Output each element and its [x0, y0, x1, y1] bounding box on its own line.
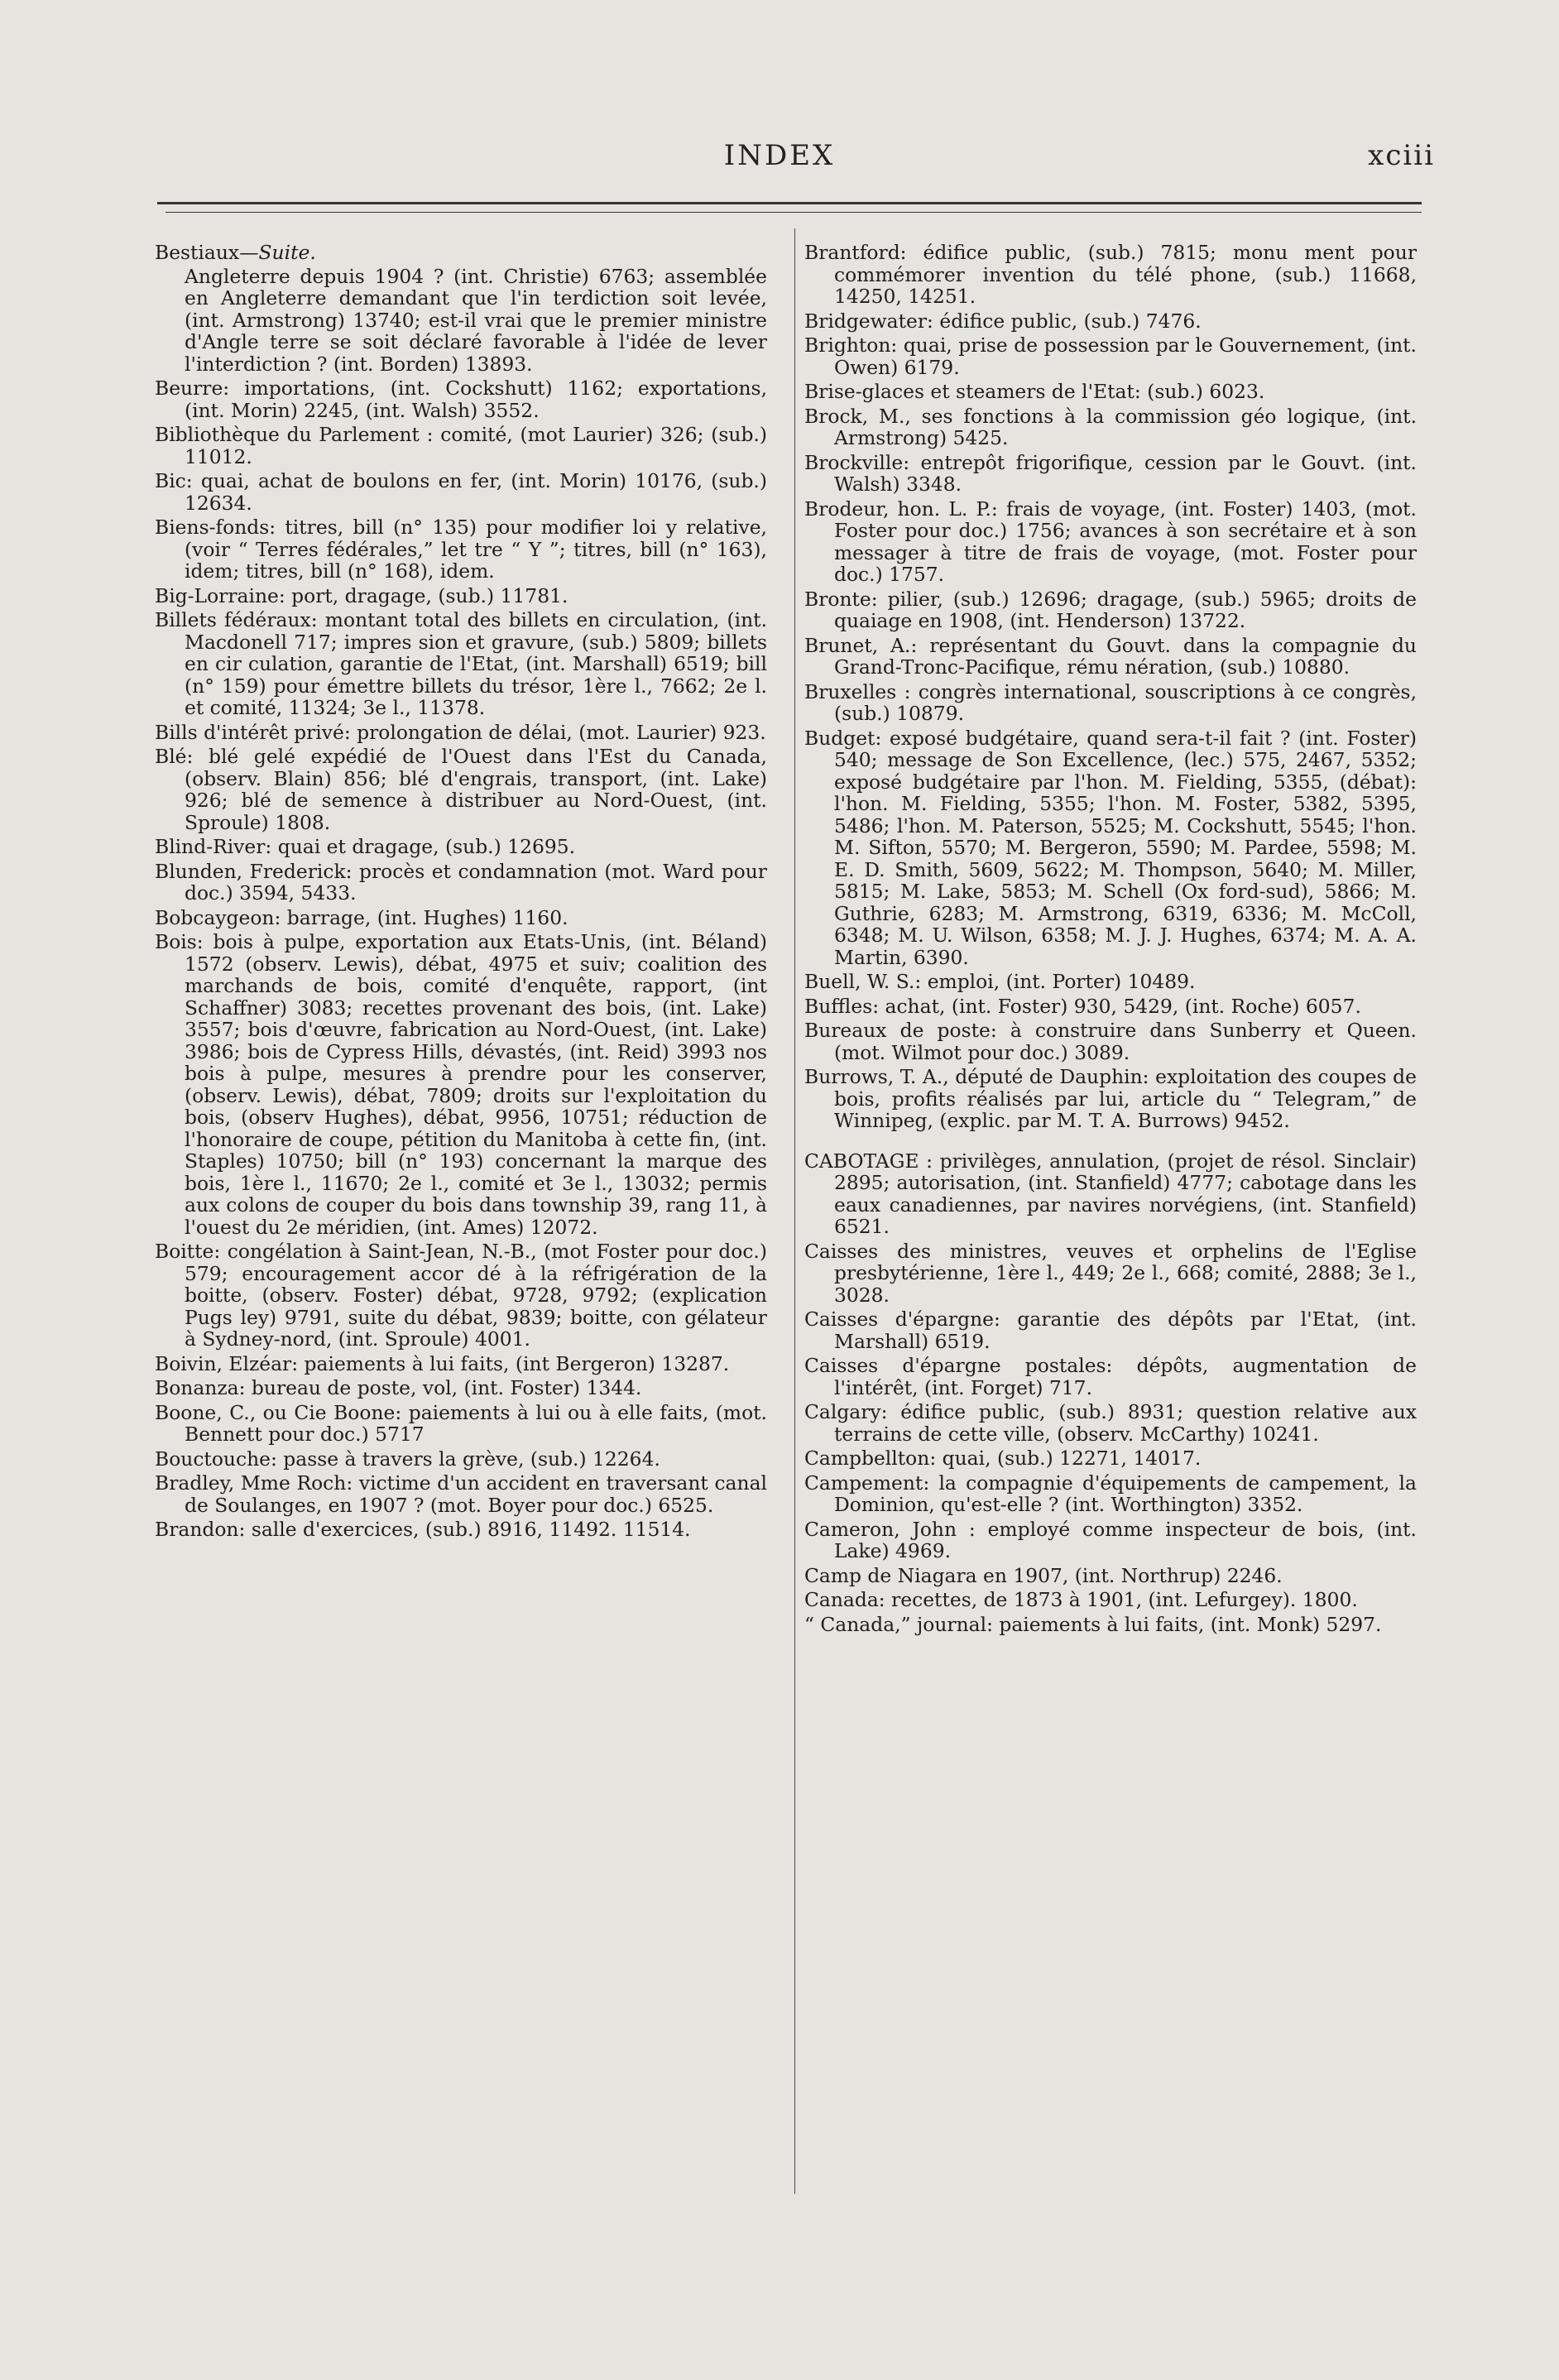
- index-entry: Budget: exposé budgétaire, quand sera-t-il fait ? (int. Foster) 540; message de Son Excellence, (lec.) 575, 2467, 5352; exposé budgétaire par l'hon. M. Fielding, 5355, (débat): l'hon. M. Fielding, 5355; l'hon. M. Foster, 5382, 5395, 5486; l'hon. M. Paterson, 5525; M. Cockshutt, 5545; l'hon. M. Sifton, 5570; M. Bergeron, 5590; M. Pardee, 5598; M. E. D. Smith, 5609, 5622; M. Thompson, 5640; M. Miller, 5815; M. Lake, 5853; M. Schell (Ox ford-sud), 5866; M. Guthrie, 6283; M. Armstrong, 6319, 6336; M. McColl, 6348; M. U. Wilson, 6358; M. J. J. Hughes, 6374; M. A. A. Martin, 6390.: [804, 726, 1417, 969]
- index-entry: Blind-River: quai et dragage, (sub.) 12695.: [155, 835, 576, 858]
- index-entry: Billets fédéraux: montant total des billets en circulation, (int. Macdonell 717; impres sion et gravure, (sub.) 5809; billets en cir culation, garantie de l'Etat, (int. Marshall) 6519; bill (n° 159) pour émettre billets du trésor, 1ère l., 7662; 2e l. et comité, 11324; 3e l., 11378.: [155, 608, 767, 719]
- column-divider: [794, 228, 795, 2194]
- index-entry: Boone, C., ou Cie Boone: paiements à lui ou à elle faits, (mot. Bennett pour doc.) 5717: [155, 1400, 767, 1446]
- index-entry: Cameron, John : employé comme inspecteur de bois, (int. Lake) 4969.: [804, 1517, 1417, 1562]
- index-entry: Bruxelles : congrès international, souscriptions à ce congrès, (sub.) 10879.: [804, 679, 1417, 725]
- index-entry: Brodeur, hon. L. P.: frais de voyage, (int. Foster) 1403, (mot. Foster pour doc.) 1756; avances à son secrétaire et à son messager à titre de frais de voyage, (mot. Foster pour doc.) 1757.: [804, 497, 1417, 586]
- index-entry: Brunet, A.: représentant du Gouvt. dans la compagnie du Grand-Tronc-Pacifique, rému nération, (sub.) 10880.: [804, 633, 1417, 679]
- heading-term: Bestiaux—: [155, 241, 259, 264]
- index-heading-bestiaux: [155, 242, 767, 264]
- header-rule-thick: [157, 202, 1422, 204]
- index-entry: Bibliothèque du Parlement : comité, (mot Laurier) 326; (sub.) 11012.: [155, 423, 767, 468]
- index-entry: Burrows, T. A., député de Dauphin: exploitation des coupes de bois, profits réalisés par lui, article du “ Telegram,” de Winnipeg, (explic. par M. T. A. Burrows) 9452.: [804, 1065, 1417, 1132]
- index-entry: Canada: recettes, de 1873 à 1901, (int. Lefurgey). 1800.: [804, 1588, 1358, 1611]
- index-entry: Bic: quai, achat de boulons en fer, (int. Morin) 10176, (sub.) 12634.: [155, 469, 767, 515]
- index-entry: Brise-glaces et steamers de l'Etat: (sub.) 6023.: [804, 380, 1265, 403]
- index-entry: Bois: bois à pulpe, exportation aux Etats-Unis, (int. Béland) 1572 (observ. Lewis), débat, 4975 et suiv; coalition des marchands de bois, comité d'enquête, rapport, (int Schaffner) 3083; recettes provenant des bois, (int. Lake) 3557; bois d'œuvre, fabrication au Nord-Ouest, (int. Lake) 3986; bois de Cypress Hills, dévastés, (int. Reid) 3993 nos bois à pulpe, mesures à prendre pour les conserver, (observ. Lewis), débat, 7809; droits sur l'exploitation du bois, (observ Hughes), débat, 9956, 10751; réduction de l'honoraire de coupe, pétition du Manitoba à cette fin, (int. Staples) 10750; bill (n° 193) concernant la marque des bois, 1ère l., 11670; 2e l., comité et 3e l., 13032; permis aux colons de couper du bois dans township 39, rang 11, à l'ouest du 2e méridien, (int. Ames) 12072.: [155, 930, 767, 1239]
- index-entry: Buffles: achat, (int. Foster) 930, 5429, (int. Roche) 6057.: [804, 994, 1361, 1018]
- index-entry: Boitte: congélation à Saint-Jean, N.-B., (mot Foster pour doc.) 579; encouragement accor dé à la réfrigération de la boitte, (observ. Foster) débat, 9728, 9792; (explication Pugs ley) 9791, suite du débat, 9839; boitte, con gélateur à Sydney-nord, (int. Sproule) 4001.: [155, 1240, 767, 1351]
- index-entry: Campbellton: quai, (sub.) 12271, 14017.: [804, 1447, 1202, 1470]
- index-entry: Bonanza: bureau de poste, vol, (int. Foster) 1344.: [155, 1376, 642, 1399]
- index-entry: Caisses d'épargne: garantie des dépôts par l'Etat, (int. Marshall) 6519.: [804, 1308, 1417, 1353]
- index-entry: Blunden, Frederick: procès et condamnation (mot. Ward pour doc.) 3594, 5433.: [155, 859, 767, 904]
- page-title: INDEX: [723, 139, 836, 172]
- index-entry: Bills d'intérêt privé: prolongation de délai, (mot. Laurier) 923.: [155, 720, 766, 744]
- index-entry: Bronte: pilier, (sub.) 12696; dragage, (sub.) 5965; droits de quaiage en 1908, (int. Henderson) 13722.: [804, 587, 1417, 632]
- page-number: xciii: [1368, 139, 1435, 172]
- index-entry: Caisses d'épargne postales: dépôts, augmentation de l'intérêt, (int. Forget) 717.: [804, 1354, 1417, 1399]
- index-entry: Campement: la compagnie d'équipements de campement, la Dominion, qu'est-elle ? (int. Worthington) 3352.: [804, 1471, 1417, 1516]
- index-entry: Bobcaygeon: barrage, (int. Hughes) 1160.: [155, 905, 568, 929]
- index-entry: Brandon: salle d'exercices, (sub.) 8916, 11492. 11514.: [155, 1518, 691, 1541]
- index-entry: Bureaux de poste: à construire dans Sunberry et Queen. (mot. Wilmot pour doc.) 3089.: [804, 1019, 1417, 1064]
- index-entry: “ Canada,” journal: paiements à lui faits, (int. Monk) 5297.: [804, 1612, 1382, 1636]
- index-entry: Buell, W. S.: emploi, (int. Porter) 10489.: [804, 970, 1196, 993]
- index-entry: Brighton: quai, prise de possession par le Gouvernement, (int. Owen) 6179.: [804, 333, 1417, 379]
- right-column: [804, 242, 1417, 1638]
- index-subentry: Angleterre depuis 1904 ? (int. Christie) 6763; assemblée en Angleterre demandant que l'in terdiction soit levée, (int. Armstrong) 13740; est-il vrai que le premier ministre d'Angle terre se soit déclaré favorable à l'idée de lever l'interdiction ? (int. Borden) 13893.: [185, 264, 767, 376]
- index-entry: Big-Lorraine: port, dragage, (sub.) 11781.: [155, 583, 568, 607]
- index-entry: Brantford: édifice public, (sub.) 7815; monu ment pour commémorer invention du télé phone, (sub.) 11668, 14250, 14251.: [804, 241, 1417, 308]
- heading-suite: Suite.: [258, 241, 316, 264]
- index-entry: Bouctouche: passe à travers la grève, (sub.) 12264.: [155, 1447, 660, 1471]
- index-entry: Beurre: importations, (int. Cockshutt) 1162; exportations, (int. Morin) 2245, (int. Walsh) 3552.: [155, 377, 767, 422]
- index-entry: Caisses des ministres, veuves et orphelins de l'Eglise presbytérienne, 1ère l., 449; 2e l., 668; comité, 2888; 3e l., 3028.: [804, 1239, 1417, 1307]
- index-entry: Bradley, Mme Roch: victime d'un accident en traversant canal de Soulanges, en 1907 ? (mot. Boyer pour doc.) 6525.: [155, 1471, 767, 1517]
- index-entry: Blé: blé gelé expédié de l'Ouest dans l'Est du Canada, (observ. Blain) 856; blé d'engrais, transport, (int. Lake) 926; blé de semence à distribuer au Nord-Ouest, (int. Sproule) 1808.: [155, 745, 767, 834]
- index-entry: Biens-fonds: titres, bill (n° 135) pour modifier loi y relative, (voir “ Terres fédérales,” let tre “ Y ”; titres, bill (n° 163), idem; titres, bill (n° 168), idem.: [155, 516, 767, 583]
- index-entry: Boivin, Elzéar: paiements à lui faits, (int Bergeron) 13287.: [155, 1351, 730, 1375]
- index-entry: Brock, M., ses fonctions à la commission géo logique, (int. Armstrong) 5425.: [804, 404, 1417, 449]
- index-entry: Bridgewater: édifice public, (sub.) 7476.: [804, 309, 1202, 333]
- index-entry: Camp de Niagara en 1907, (int. Northrup) 2246.: [804, 1563, 1283, 1587]
- left-column: [155, 242, 767, 1543]
- index-entry: Brockville: entrepôt frigorifique, cession par le Gouvt. (int. Walsh) 3348.: [804, 450, 1417, 496]
- header-rule-thin: [165, 212, 1422, 213]
- index-entry: Calgary: édifice public, (sub.) 8931; question relative aux terrains de cette ville, (observ. McCarthy) 10241.: [804, 1400, 1417, 1446]
- index-entry-section-start: CABOTAGE : privilèges, annulation, (projet de résol. Sinclair) 2895; autorisation, (int. Stanfield) 4777; cabotage dans les eaux canadiennes, par navires norvégiens, (int. Stanfield) 6521.: [804, 1149, 1417, 1238]
